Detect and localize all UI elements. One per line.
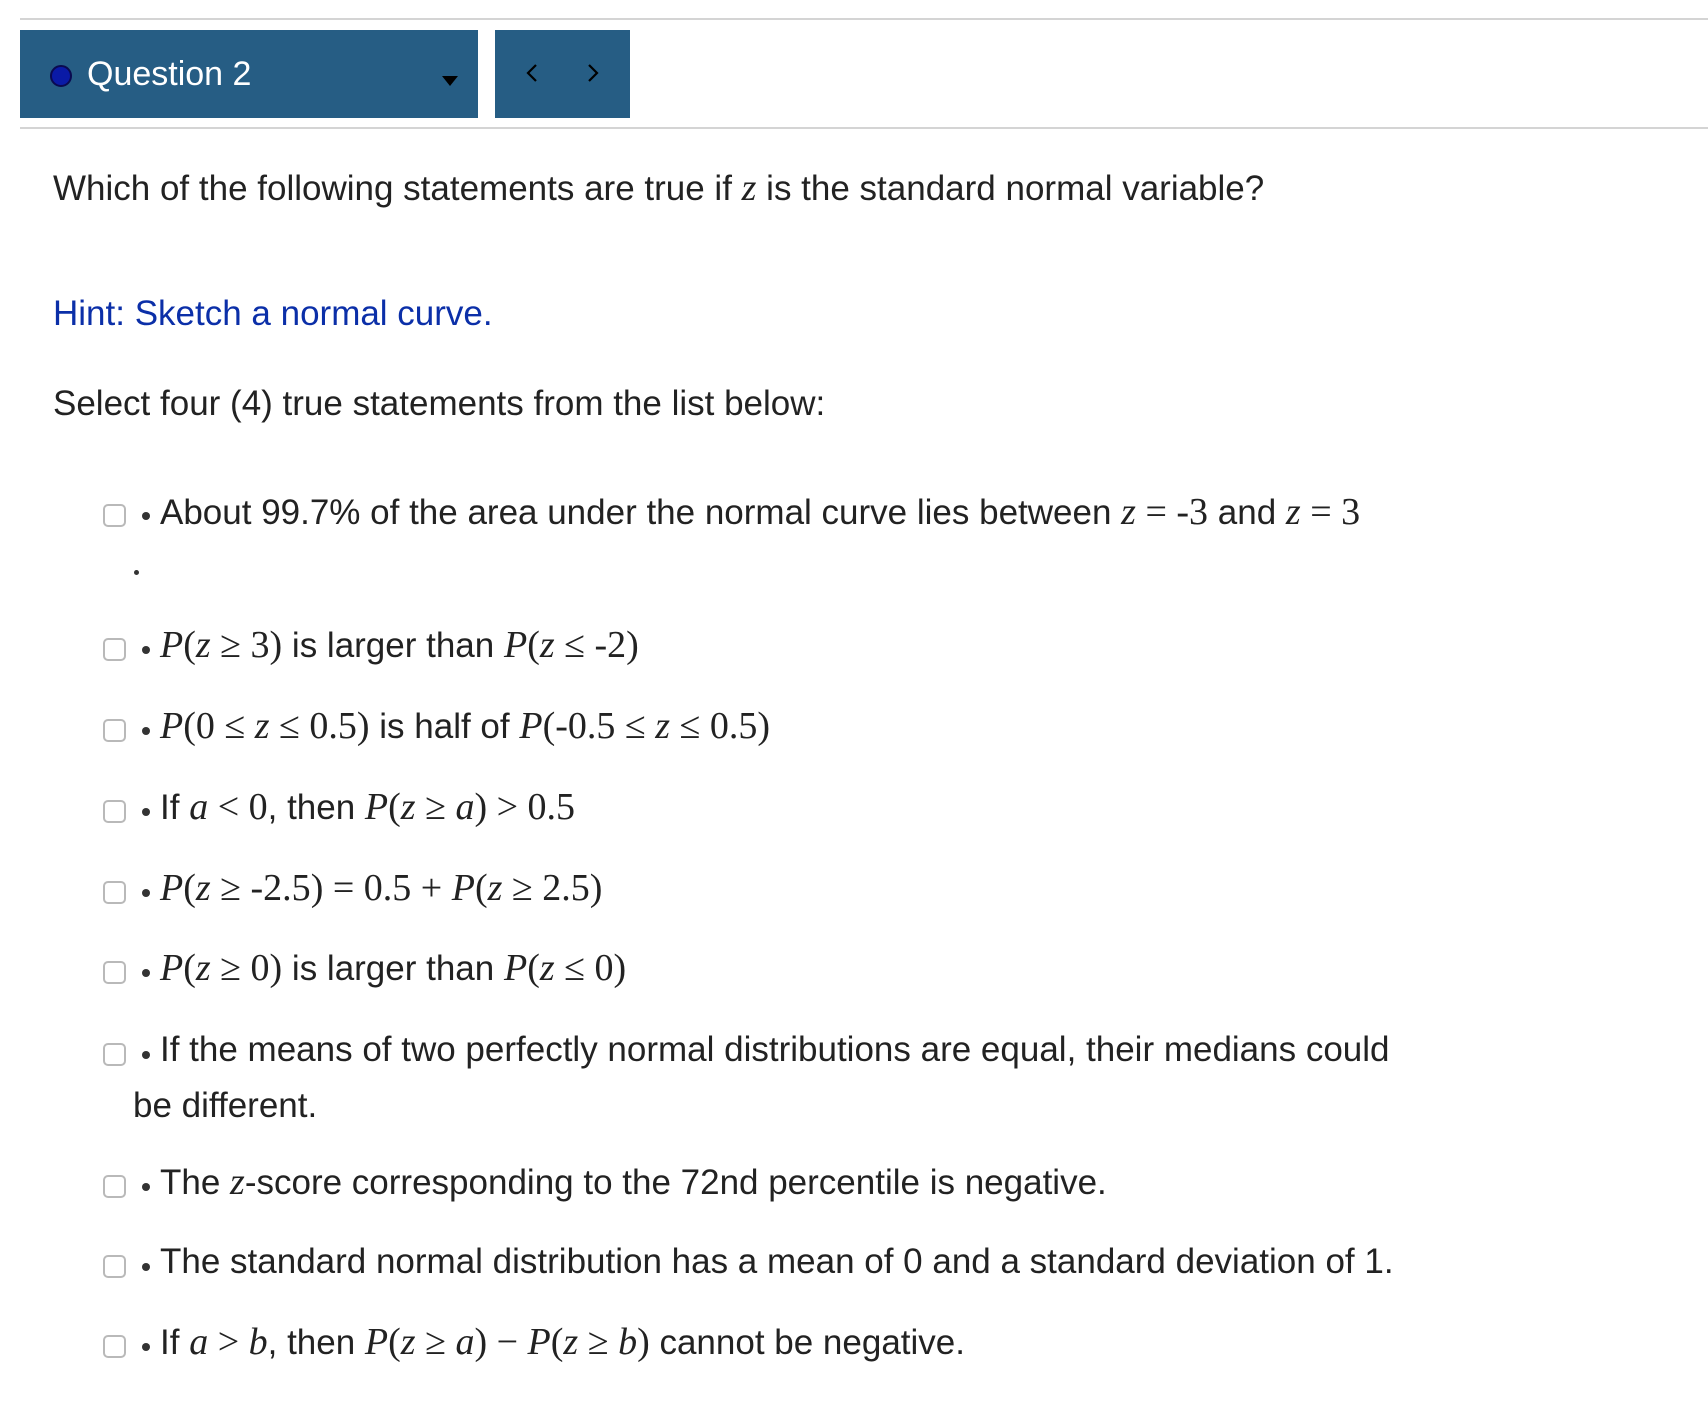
option-6-t3: ≥ xyxy=(210,947,251,989)
option-2-bullet xyxy=(142,646,150,654)
option-7-line2: be different. xyxy=(133,1086,318,1125)
option-10-t5: P xyxy=(364,1321,389,1363)
option-10-t13: ( xyxy=(550,1321,564,1363)
option-6-checkbox[interactable] xyxy=(103,961,126,984)
chevron-down-icon xyxy=(442,76,458,86)
option-3-t1: ( xyxy=(183,705,196,747)
option-10-t16: b xyxy=(618,1321,638,1363)
option-6-t5: ) xyxy=(269,947,283,989)
header-divider xyxy=(20,127,1708,129)
option-3-t0: P xyxy=(160,705,184,747)
option-4-bullet xyxy=(142,808,150,816)
option-3-t10: ( xyxy=(542,705,556,747)
question-nav xyxy=(495,30,630,118)
option-6-t6: is larger than xyxy=(282,949,504,988)
option-3-t3: ≤ xyxy=(214,705,255,747)
option-2-t0: P xyxy=(160,624,184,666)
prev-question-button[interactable] xyxy=(517,58,547,88)
option-3-t16: ) xyxy=(757,705,771,747)
option-3-bullet xyxy=(142,727,150,735)
option-4-t3: 0 xyxy=(248,786,268,828)
option-10-t3: b xyxy=(248,1321,268,1363)
option-6-t12: ) xyxy=(613,947,627,989)
option-9-checkbox[interactable] xyxy=(103,1255,126,1278)
option-10-t0: If xyxy=(160,1323,190,1362)
option-4-t9: a xyxy=(455,786,475,828)
option-3-t15: 0.5 xyxy=(709,705,758,747)
option-2-t10: ≤ xyxy=(554,624,595,666)
option-8-bullet xyxy=(142,1183,150,1191)
option-1-bullet xyxy=(142,512,150,520)
option-2-checkbox[interactable] xyxy=(103,638,126,661)
option-5-t14: ) xyxy=(589,867,603,909)
option-5-t9: P xyxy=(451,867,475,909)
option-2-t3: ≥ xyxy=(210,624,251,666)
option-4-t11: > xyxy=(487,786,528,828)
option-2-t12: ) xyxy=(626,624,639,666)
option-3-t5: ≤ xyxy=(269,705,310,747)
option-5-bullet xyxy=(142,889,150,897)
option-10-text xyxy=(160,1318,965,1367)
option-2-t2: z xyxy=(195,624,211,666)
option-3-t13: z xyxy=(655,705,671,747)
option-7-checkbox[interactable] xyxy=(103,1043,126,1066)
option-9-text xyxy=(160,1238,1394,1286)
option-4-t6: ( xyxy=(388,786,401,828)
option-6-t10: ≤ xyxy=(554,947,595,989)
option-9-bullet xyxy=(142,1263,150,1271)
option-3-t12: ≤ xyxy=(615,705,656,747)
option-6-t11: 0 xyxy=(594,947,614,989)
option-7-text xyxy=(160,1026,1390,1074)
option-1-t3: -3 xyxy=(1176,491,1209,533)
option-4-text xyxy=(160,783,575,832)
option-4-t4: , then xyxy=(267,788,365,827)
option-10-t7: z xyxy=(400,1321,416,1363)
option-5-t6: = xyxy=(323,867,364,909)
option-3-t4: z xyxy=(254,705,270,747)
option-1-t4: and xyxy=(1208,493,1286,532)
option-10-checkbox[interactable] xyxy=(103,1335,126,1358)
option-5-t11: z xyxy=(487,867,503,909)
option-4-t8: ≥ xyxy=(415,786,456,828)
option-3-text xyxy=(160,702,770,751)
option-3-t6: 0.5 xyxy=(309,705,357,747)
option-3-t9: P xyxy=(519,705,543,747)
option-10-t17: ) xyxy=(637,1321,650,1363)
option-5-t13: 2.5 xyxy=(542,867,590,909)
option-1-t2: = xyxy=(1135,491,1177,533)
option-1-t6: = xyxy=(1300,491,1342,533)
option-10-t14: z xyxy=(563,1321,579,1363)
option-10-t4: , then xyxy=(267,1323,365,1362)
option-5-t5: ) xyxy=(310,867,324,909)
instruction-text: Select four (4) true statements from the list below: xyxy=(53,384,826,423)
option-4-t0: If xyxy=(160,788,190,827)
top-divider xyxy=(20,18,1708,20)
option-9-t0: The standard normal distribution has a mean of 0 and a standard deviation of 1. xyxy=(160,1242,1394,1281)
trailing-period xyxy=(134,570,139,575)
option-6-t4: 0 xyxy=(250,947,270,989)
option-8-t0: The xyxy=(160,1163,231,1202)
option-6-text xyxy=(160,944,626,993)
option-8-t1: z xyxy=(230,1161,245,1203)
option-1-checkbox[interactable] xyxy=(103,504,126,527)
option-2-t11: -2 xyxy=(594,624,627,666)
option-6-t8: ( xyxy=(527,947,540,989)
option-6-t7: P xyxy=(503,947,528,989)
question-text-end: is the standard normal variable? xyxy=(756,169,1265,208)
hint-text: Hint: Sketch a normal curve. xyxy=(53,294,493,333)
question-select[interactable] xyxy=(20,30,478,118)
option-4-t1: a xyxy=(189,786,209,828)
option-2-t7: P xyxy=(503,624,528,666)
option-1-t0: About 99.7% of the area under the normal curve lies between xyxy=(160,493,1122,532)
option-5-t3: ≥ xyxy=(210,867,251,909)
option-10-t10: ) xyxy=(474,1321,488,1363)
chevron-left-icon xyxy=(517,58,547,88)
option-2-t9: z xyxy=(539,624,555,666)
question-text-start: Which of the following statements are true if xyxy=(53,169,742,208)
option-3-checkbox[interactable] xyxy=(103,719,126,742)
question-select-label: Question 2 xyxy=(87,55,252,93)
option-10-t6: ( xyxy=(388,1321,401,1363)
option-3-t7: ) xyxy=(356,705,370,747)
option-1-t7: 3 xyxy=(1341,491,1361,533)
option-6-t0: P xyxy=(160,947,184,989)
option-8-checkbox[interactable] xyxy=(103,1175,126,1198)
option-7-text-cont xyxy=(133,1082,317,1130)
option-5-t2: z xyxy=(195,867,211,909)
option-8-t2: -score corresponding to the 72nd percentile is negative. xyxy=(244,1163,1107,1202)
option-10-t11: − xyxy=(487,1321,528,1363)
option-10-t12: P xyxy=(527,1321,551,1363)
option-8-text xyxy=(160,1158,1107,1207)
question-variable: z xyxy=(741,167,757,209)
question-status-dot xyxy=(50,65,72,87)
option-3-t11: -0.5 xyxy=(555,705,616,747)
option-5-t1: ( xyxy=(183,867,196,909)
option-6-t9: z xyxy=(539,947,555,989)
option-5-t0: P xyxy=(160,867,184,909)
option-5-checkbox[interactable] xyxy=(103,881,126,904)
option-1-text xyxy=(160,488,1360,537)
question-text xyxy=(53,164,1264,213)
option-5-text xyxy=(160,864,602,913)
option-4-t7: z xyxy=(400,786,416,828)
option-5-t4: -2.5 xyxy=(250,867,311,909)
option-5-t8: + xyxy=(411,867,452,909)
option-2-t5: ) xyxy=(269,624,283,666)
option-3-t8: is half of xyxy=(369,707,520,746)
option-1-t5: z xyxy=(1285,491,1301,533)
option-10-t15: ≥ xyxy=(578,1321,619,1363)
option-5-t10: ( xyxy=(474,867,488,909)
option-10-t9: a xyxy=(455,1321,475,1363)
option-6-t1: ( xyxy=(183,947,196,989)
option-2-t8: ( xyxy=(527,624,540,666)
option-2-text xyxy=(160,621,639,670)
option-7-bullet xyxy=(142,1051,150,1059)
option-5-t12: ≥ xyxy=(502,867,543,909)
chevron-right-icon xyxy=(578,58,608,88)
option-7-line1: If the means of two perfectly normal distributions are equal, their medians could xyxy=(160,1030,1390,1069)
option-3-t2: 0 xyxy=(195,705,215,747)
option-1-t1: z xyxy=(1121,491,1136,533)
option-6-bullet xyxy=(142,969,150,977)
option-4-t2: < xyxy=(208,786,249,828)
option-10-t1: a xyxy=(189,1321,209,1363)
option-4-t10: ) xyxy=(474,786,488,828)
option-5-t7: 0.5 xyxy=(363,867,412,909)
next-question-button[interactable] xyxy=(578,58,608,88)
option-2-t1: ( xyxy=(183,624,196,666)
option-2-t6: is larger than xyxy=(282,626,504,665)
option-6-t2: z xyxy=(195,947,211,989)
option-4-t5: P xyxy=(364,786,389,828)
option-2-t4: 3 xyxy=(250,624,270,666)
option-4-t12: 0.5 xyxy=(527,786,576,828)
option-10-t2: > xyxy=(208,1321,249,1363)
option-4-checkbox[interactable] xyxy=(103,800,126,823)
option-3-t14: ≤ xyxy=(670,705,710,747)
option-10-bullet xyxy=(142,1343,150,1351)
option-10-t8: ≥ xyxy=(415,1321,456,1363)
option-10-t18: cannot be negative. xyxy=(649,1323,965,1362)
